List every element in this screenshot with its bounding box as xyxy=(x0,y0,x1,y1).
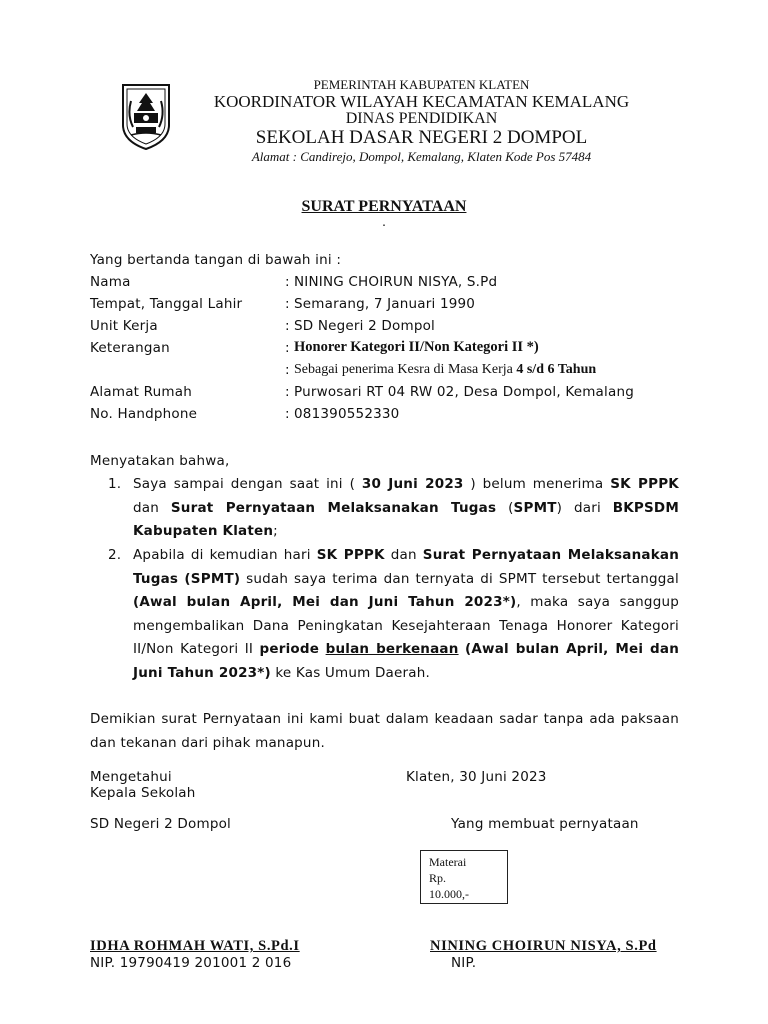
field-colon: : xyxy=(285,340,290,356)
field-value-birth: Semarang, 7 Januari 1990 xyxy=(294,296,476,312)
item-number: 1. xyxy=(108,476,122,492)
declarant-label: Yang membuat pernyataan xyxy=(451,816,639,832)
closing-paragraph: Demikian surat Pernyataan ini kami buat dalam keadaan sadar tanpa ada paksaan dan tekanan dari pihak manapun. xyxy=(90,711,679,751)
letterhead-school-name: SEKOLAH DASAR NEGERI 2 DOMPOL xyxy=(255,127,588,148)
declarant-nip: NIP. xyxy=(451,955,477,971)
field-label-birth: Tempat, Tanggal Lahir xyxy=(90,296,243,312)
field-value-name: NINING CHOIRUN NISYA, S.Pd xyxy=(294,274,498,290)
letterhead-department: DINAS PENDIDIKAN xyxy=(345,110,498,127)
title-dot: . xyxy=(382,215,386,230)
stamp-duty-amount: 10.000,- xyxy=(429,887,469,901)
acknowledged-label: Mengetahui xyxy=(90,769,172,785)
statement-intro: Menyatakan bahwa, xyxy=(90,453,230,469)
place-date: Klaten, 30 Juni 2023 xyxy=(406,769,547,785)
document-title: SURAT PERNYATAAN xyxy=(301,198,467,215)
stamp-duty-label: Materai xyxy=(429,855,467,869)
statement-item-1: Saya sampai dengan saat ini ( 30 Juni 2023 ) belum menerima SK PPPK dan Surat Pernyataan Melaksanakan Tugas (SPMT) dari BKPSDM Kabupaten Klaten; xyxy=(133,476,679,539)
field-colon: : xyxy=(285,318,290,334)
field-label-address: Alamat Rumah xyxy=(90,384,192,400)
intro-text: Yang bertanda tangan di bawah ini : xyxy=(90,252,342,268)
principal-name: IDHA ROHMAH WATI, S.Pd.I xyxy=(90,938,300,954)
kesra-text: Sebagai penerima Kesra di Masa Kerja xyxy=(294,362,517,377)
stamp-duty-box xyxy=(420,850,508,904)
letterhead-coordinator: KOORDINATOR WILAYAH KECAMATAN KEMALANG xyxy=(213,92,630,111)
field-value-unit: SD Negeri 2 Dompol xyxy=(294,318,435,334)
field-value-phone: 081390552330 xyxy=(294,406,400,422)
statement-item-2: Apabila di kemudian hari SK PPPK dan Surat Pernyataan Melaksanakan Tugas (SPMT) sudah saya terima dan ternyata di SPMT tersebut tertanggal (Awal bulan April, Mei dan Juni Tahun 2023*), maka saya sanggup mengembalikan Dana Peningkatan Kesejahteraan Tenaga Honorer Kategori II/Non Kategori II periode bulan berkenaan (Awal bulan April, Mei dan Juni Tahun 2023*) ke Kas Umum Daerah. xyxy=(133,547,680,681)
field-value-status: Honorer Kategori II/Non Kategori II *) xyxy=(294,339,539,355)
principal-title: Kepala Sekolah xyxy=(90,785,196,801)
stamp-duty-currency: Rp. xyxy=(429,871,447,885)
field-value-address: Purwosari RT 04 RW 02, Desa Dompol, Kemalang xyxy=(294,384,634,400)
field-label-name: Nama xyxy=(90,274,131,290)
school-label: SD Negeri 2 Dompol xyxy=(90,816,231,832)
letterhead-address: Alamat : Candirejo, Dompol, Kemalang, Klaten Kode Pos 57484 xyxy=(251,149,592,164)
declarant-name: NINING CHOIRUN NISYA, S.Pd xyxy=(430,938,657,954)
kesra-period: 4 s/d 6 Tahun xyxy=(516,362,597,377)
field-colon: : xyxy=(285,384,290,400)
field-colon: : xyxy=(285,274,290,290)
field-label-status: Keterangan xyxy=(90,340,170,356)
item-number: 2. xyxy=(108,547,122,563)
field-value-kesra xyxy=(294,362,596,378)
field-colon: : xyxy=(285,296,290,312)
field-label-unit: Unit Kerja xyxy=(90,318,158,334)
field-label-phone: No. Handphone xyxy=(90,406,198,422)
letterhead-government: PEMERINTAH KABUPATEN KLATEN xyxy=(313,77,530,92)
field-colon: : xyxy=(285,406,290,422)
field-colon: : xyxy=(285,362,290,378)
principal-nip: NIP. 19790419 201001 2 016 xyxy=(90,955,292,971)
